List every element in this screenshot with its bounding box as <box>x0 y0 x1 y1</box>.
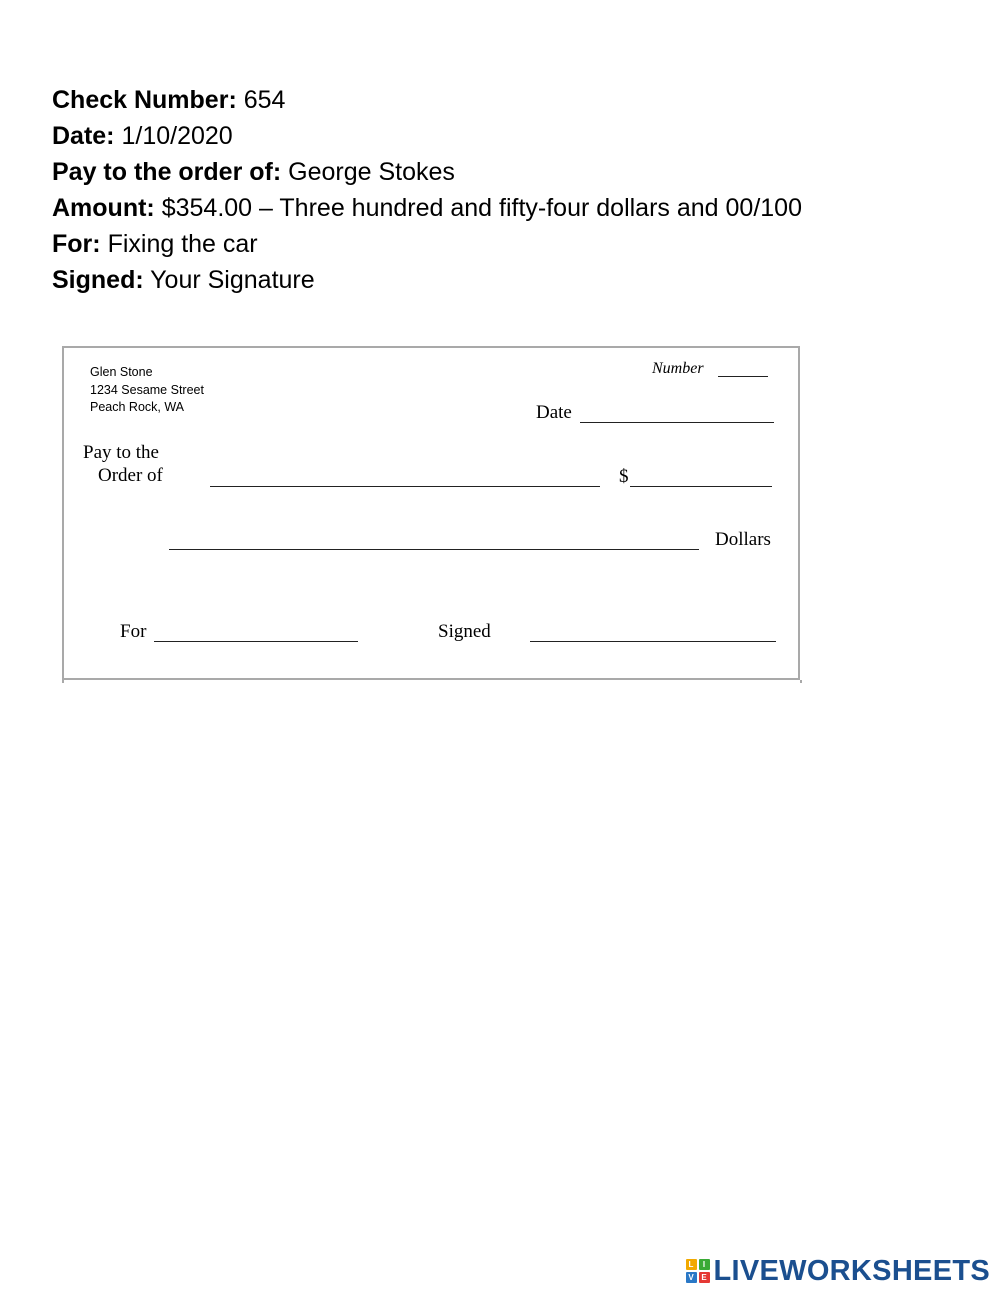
amount-label: Amount: <box>52 194 155 222</box>
date-label: Date: <box>52 122 115 150</box>
signature-label: Signed <box>438 621 491 642</box>
account-holder-city: Peach Rock, WA <box>90 400 185 414</box>
amount-row <box>52 190 802 226</box>
for-value: Fixing the car <box>107 230 258 258</box>
pay-to-label: Pay to the order of: <box>52 158 282 186</box>
date-field-label: Date <box>536 402 572 423</box>
amount-numeric-field[interactable] <box>630 486 772 487</box>
signed-row <box>52 262 802 298</box>
payee-field[interactable] <box>210 486 600 487</box>
pay-to-value: George Stokes <box>288 158 455 186</box>
memo-field[interactable] <box>154 641 358 642</box>
check-bottom-edge <box>62 680 802 683</box>
signature-field[interactable] <box>530 641 776 642</box>
check-instructions <box>52 82 802 298</box>
logo-letter-v: V <box>686 1272 697 1283</box>
pay-to-label-line1: Pay to the <box>83 442 159 463</box>
dollar-sign: $ <box>619 466 629 487</box>
number-label: Number <box>652 360 704 377</box>
account-holder-address <box>90 364 204 417</box>
blank-check <box>62 346 800 680</box>
date-row <box>52 118 802 154</box>
pay-to-label-line2: Order of <box>98 465 163 486</box>
check-number-value: 654 <box>243 86 286 114</box>
for-label: For: <box>52 230 101 258</box>
number-field[interactable] <box>718 376 768 377</box>
amount-words-field[interactable] <box>169 549 699 550</box>
check-number-row <box>52 82 802 118</box>
date-field[interactable] <box>580 422 774 423</box>
dollars-label: Dollars <box>715 529 771 550</box>
check-number-label: Check Number: <box>52 86 237 114</box>
liveworksheets-grid-icon <box>686 1259 710 1283</box>
signed-label: Signed: <box>52 266 144 294</box>
logo-letter-e: E <box>699 1272 710 1283</box>
account-holder-name: Glen Stone <box>90 365 153 379</box>
signed-value: Your Signature <box>150 266 315 294</box>
date-value: 1/10/2020 <box>121 122 233 150</box>
logo-letter-l: L <box>686 1259 697 1270</box>
logo-letter-i: I <box>699 1259 710 1270</box>
memo-label: For <box>120 621 147 642</box>
liveworksheets-wordmark: LIVEWORKSHEETS <box>713 1254 990 1287</box>
liveworksheets-logo <box>686 1254 991 1288</box>
pay-to-row <box>52 154 802 190</box>
for-row <box>52 226 802 262</box>
account-holder-street: 1234 Sesame Street <box>90 382 204 397</box>
amount-value: $354.00 – Three hundred and fifty-four dollars and 00/100 <box>161 194 802 222</box>
